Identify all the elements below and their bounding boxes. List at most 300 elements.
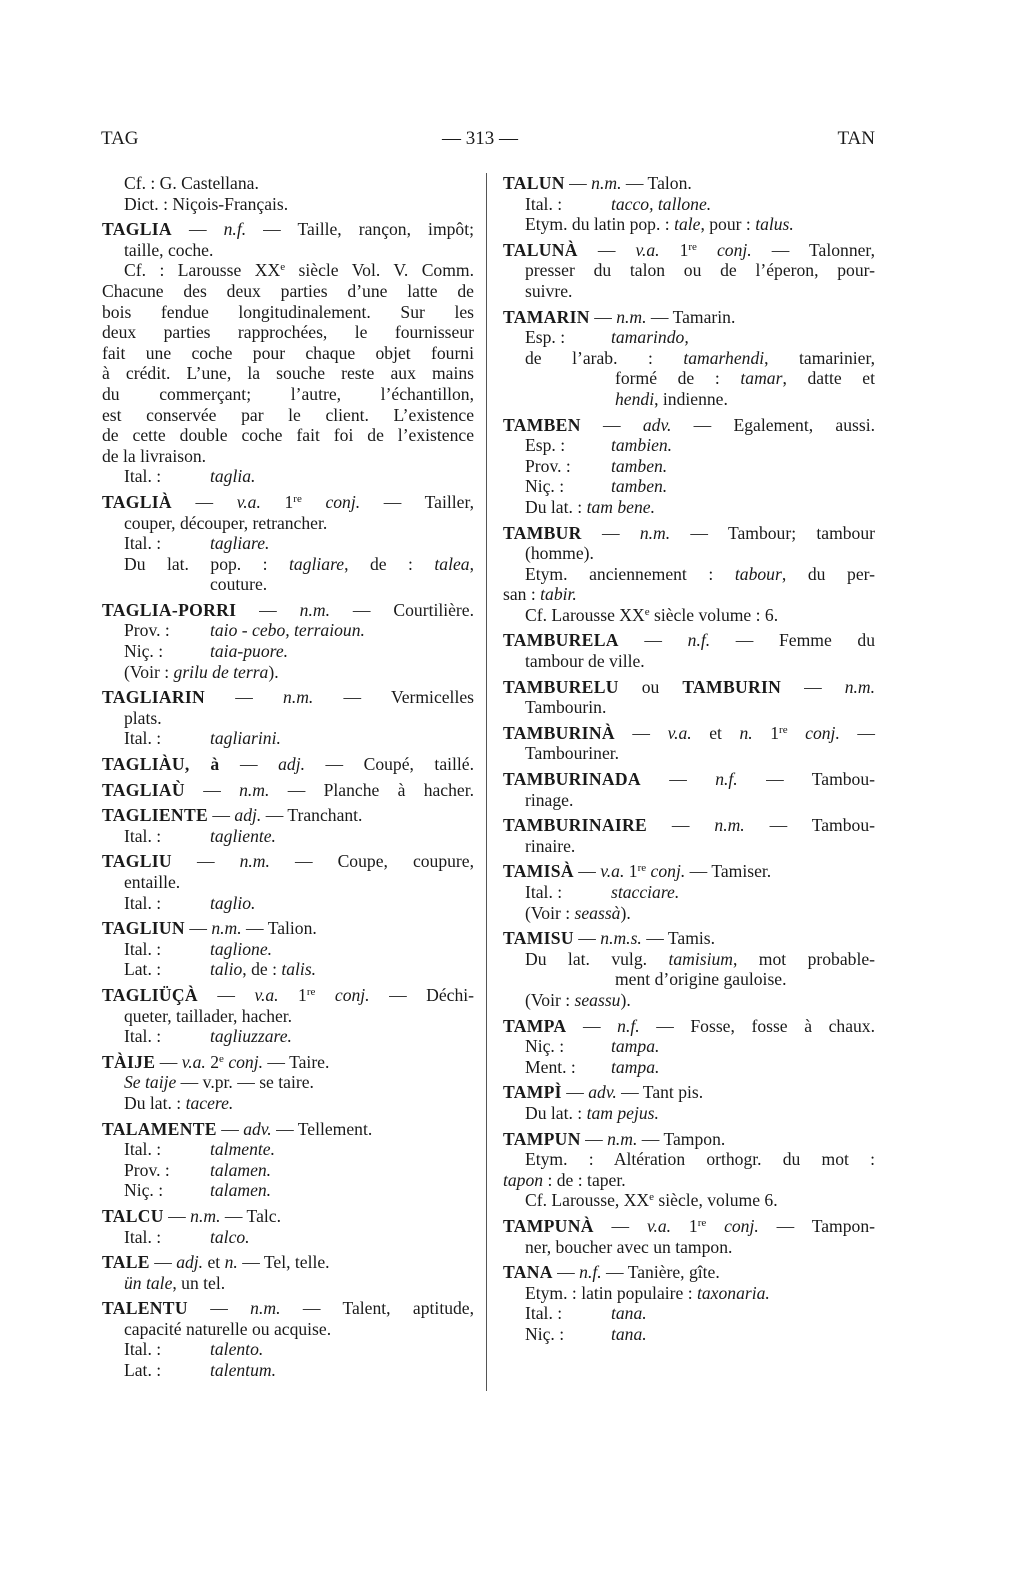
text: — xyxy=(647,815,715,836)
italic-text: taglione. xyxy=(210,938,273,959)
italic-text: n.m. xyxy=(639,522,671,543)
text: — Talon. xyxy=(621,173,692,193)
italic-text: Se taije xyxy=(124,1072,177,1093)
superscript: re xyxy=(688,240,697,253)
italic-text: v.a. xyxy=(635,239,660,260)
text: — Tamiser. xyxy=(685,861,772,882)
language-label: Ital. : xyxy=(525,193,563,214)
text: entaille. xyxy=(124,872,181,892)
text: — xyxy=(171,851,240,872)
italic-text: tabour xyxy=(734,563,782,584)
italic-text: tamarindo, xyxy=(611,327,689,348)
text: Du lat. : xyxy=(525,496,587,517)
text: Etym. du latin pop. : xyxy=(525,214,675,235)
entry-line xyxy=(503,1283,875,1304)
text: 1 xyxy=(752,722,780,743)
entry-line xyxy=(102,1319,474,1340)
entry-line xyxy=(503,836,875,857)
text: 1 xyxy=(671,1215,698,1236)
text: — Taire. xyxy=(263,1051,330,1072)
entry-headline xyxy=(503,723,875,744)
text: à crédit. L’une, la souche reste aux mains xyxy=(102,363,474,384)
italic-text: n.f. xyxy=(715,769,738,790)
headword: TAMISÀ xyxy=(503,861,574,882)
entry-line xyxy=(102,1227,474,1248)
text: — Tanière, gîte. xyxy=(601,1262,720,1283)
text xyxy=(788,723,806,743)
language-label: Ital. : xyxy=(124,938,162,959)
entry-headline xyxy=(503,523,875,544)
text: — Talent, aptitude, xyxy=(280,1298,475,1319)
text: (Voir : xyxy=(525,902,575,923)
text: Tambourin. xyxy=(525,697,607,718)
headword: TALUNÀ xyxy=(503,239,578,260)
text: Cf. Larousse, XX xyxy=(525,1190,650,1211)
entry-headline xyxy=(503,1082,875,1103)
italic-text: n.m. xyxy=(299,599,330,620)
text: — Talion. xyxy=(241,918,317,939)
text: bois fendue longitudinalement. Sur les xyxy=(102,301,474,322)
superscript: re xyxy=(306,985,316,998)
text: — Coupe, coupure, xyxy=(269,851,475,872)
language-label: Esp. : xyxy=(525,435,566,456)
headword: TAGLIA xyxy=(102,219,172,240)
headword: TALENTU xyxy=(102,1298,188,1319)
dictionary-entry xyxy=(102,1206,474,1247)
language-label: Ital. : xyxy=(124,1139,162,1160)
text xyxy=(697,240,717,260)
text: taille, coche. xyxy=(124,239,214,260)
italic-text: n.m. xyxy=(283,687,314,708)
italic-text: adj. xyxy=(278,754,305,775)
text: , datte et xyxy=(782,368,875,389)
headword: TAGLIÀU, à xyxy=(102,754,220,775)
dictionary-entry xyxy=(503,815,875,856)
text: — xyxy=(187,1298,251,1319)
text: — Courtilière. xyxy=(329,599,474,620)
text: — xyxy=(589,306,617,327)
italic-text: n.m. xyxy=(591,173,622,193)
italic-text: n.m. xyxy=(607,1128,638,1149)
italic-text: talentum. xyxy=(210,1360,276,1381)
text: — xyxy=(197,984,255,1005)
entry-line xyxy=(503,348,875,369)
italic-text: conj. xyxy=(334,984,370,1005)
italic-text: tagliare xyxy=(289,553,345,574)
entry-line xyxy=(102,513,474,534)
text: — Tampon. xyxy=(637,1128,726,1149)
italic-text: conj. xyxy=(724,1215,759,1236)
italic-text: adj. xyxy=(234,805,262,826)
superscript: re xyxy=(779,723,788,736)
entry-line xyxy=(503,1103,875,1124)
dictionary-entry xyxy=(503,769,875,810)
entry-line xyxy=(102,240,474,261)
text: , xyxy=(469,553,474,574)
italic-text: n.m. xyxy=(250,1298,281,1319)
italic-text: taglia. xyxy=(210,466,256,487)
entry-line xyxy=(503,260,875,281)
italic-text: tapon xyxy=(503,1169,544,1190)
entry-line xyxy=(503,194,875,215)
superscript: re xyxy=(637,862,647,875)
language-label: Ment. : xyxy=(525,1056,576,1077)
left-column xyxy=(102,173,474,1386)
text: : de : taper. xyxy=(543,1169,626,1190)
italic-text: conj. xyxy=(805,722,840,743)
text: — v.pr. — se taire. xyxy=(176,1072,314,1093)
headword: TAGLIARIN xyxy=(102,687,206,708)
superscript: re xyxy=(293,492,302,505)
text: — xyxy=(184,918,212,939)
language-label: Ital. : xyxy=(525,882,563,902)
text: queter, taillader, hacher. xyxy=(124,1005,293,1026)
dictionary-entry xyxy=(102,1119,474,1201)
entry-headline xyxy=(102,219,474,240)
text: — Tambou- xyxy=(737,769,875,790)
italic-text: tampa. xyxy=(611,1056,660,1077)
italic-text: conj. xyxy=(228,1051,264,1072)
headword: TAGLIAÙ xyxy=(102,779,185,800)
headword: TAGLIÀ xyxy=(102,491,172,512)
entry-headline xyxy=(503,1016,875,1037)
text: — xyxy=(564,173,592,193)
headword: TAMPUN xyxy=(503,1128,581,1149)
entry-line xyxy=(102,893,474,914)
text: ). xyxy=(268,661,279,682)
entry-line xyxy=(102,363,474,384)
entry-line xyxy=(102,872,474,893)
headword: TAGLIÜÇÀ xyxy=(102,984,198,1005)
text: 1 xyxy=(260,491,294,512)
language-label: Ital. : xyxy=(124,728,162,749)
italic-text: tagliare. xyxy=(210,533,270,554)
entry-line xyxy=(102,281,474,302)
text: fait une coche pour chaque objet fourni xyxy=(102,342,474,363)
entry-line xyxy=(503,368,875,389)
text: — Coupé, taillé. xyxy=(305,754,474,775)
entry-line xyxy=(503,564,875,585)
italic-text: conj. xyxy=(325,491,361,512)
superscript: e xyxy=(644,605,650,618)
entry-headline xyxy=(503,173,875,194)
text: — xyxy=(205,687,284,708)
entry-line xyxy=(102,662,474,683)
entry-line xyxy=(503,605,875,626)
text: — Tampon- xyxy=(758,1215,875,1236)
entry-headline xyxy=(102,492,474,513)
text: — Tellement. xyxy=(271,1118,373,1139)
text: rinaire. xyxy=(525,835,576,856)
language-label: Lat. : xyxy=(124,1360,162,1381)
language-label: Ital. : xyxy=(124,1026,162,1047)
dictionary-entry xyxy=(102,918,474,980)
entry-line xyxy=(503,903,875,924)
dictionary-entry xyxy=(503,1129,875,1211)
italic-text: n.m. xyxy=(616,306,647,327)
entry-headline xyxy=(102,1206,474,1227)
text: san : xyxy=(503,584,541,605)
language-label: Niç. : xyxy=(525,1036,565,1057)
entry-line xyxy=(503,949,875,970)
text: , tamarinier, xyxy=(764,347,875,368)
entry-line xyxy=(503,1036,875,1057)
headword: TAMBURELA xyxy=(503,630,619,651)
italic-text: talio xyxy=(210,959,243,980)
text: — xyxy=(566,1015,618,1036)
text: (Voir : xyxy=(124,661,174,682)
italic-text: tagliente. xyxy=(210,825,276,846)
text: et xyxy=(203,1252,225,1273)
text: — Taille, rançon, impôt; xyxy=(246,219,475,240)
italic-text: taia-puore. xyxy=(210,641,289,662)
text: — Tranchant. xyxy=(261,805,363,826)
entry-line xyxy=(102,574,474,595)
headword: TALE xyxy=(102,1252,150,1273)
text: — xyxy=(640,769,716,790)
dictionary-entry xyxy=(102,1052,474,1114)
dictionary-entry xyxy=(102,1298,474,1380)
text: — xyxy=(171,491,237,512)
language-label: Prov. : xyxy=(525,455,571,476)
headword: TAMARIN xyxy=(503,306,590,327)
text: Cf. Larousse XX xyxy=(525,604,645,625)
entry-line xyxy=(503,1149,875,1170)
entry-headline xyxy=(503,1129,875,1150)
text: — xyxy=(618,630,688,651)
entry-line xyxy=(102,466,474,487)
entry-line xyxy=(503,327,875,348)
text: — xyxy=(163,1205,191,1226)
text xyxy=(706,1216,724,1236)
entry-headline xyxy=(102,985,474,1006)
italic-text: talco. xyxy=(210,1226,250,1247)
text: — xyxy=(216,1118,244,1139)
dictionary-entry xyxy=(503,523,875,626)
page-number: — 313 — xyxy=(442,128,518,149)
text: — Tel, telle. xyxy=(237,1252,330,1273)
text: — xyxy=(561,1082,589,1103)
entry-line xyxy=(503,476,875,497)
superscript: e xyxy=(649,1191,655,1204)
entry-line xyxy=(102,1273,474,1294)
italic-text: talmente. xyxy=(210,1139,275,1160)
italic-text: tamar xyxy=(740,368,783,389)
language-label: Niç. : xyxy=(525,476,565,497)
text: — xyxy=(236,599,300,620)
entry-line xyxy=(503,743,875,764)
entry-line xyxy=(102,384,474,405)
text: — xyxy=(781,676,845,697)
headword: TALCU xyxy=(102,1205,164,1226)
headword: TAGLIENTE xyxy=(102,805,209,826)
text: — Planche à hacher. xyxy=(269,779,475,800)
entry-headline xyxy=(102,805,474,826)
text: , du per- xyxy=(781,563,876,584)
dictionary-entry xyxy=(503,677,875,718)
text: siècle, volume 6. xyxy=(654,1190,778,1211)
entry-line xyxy=(102,708,474,729)
text: Dict. : Niçois-Français. xyxy=(124,193,289,214)
text: — xyxy=(149,1252,177,1273)
header-last-word: TAN xyxy=(837,128,875,149)
superscript: e xyxy=(280,261,286,274)
italic-text: taglio. xyxy=(210,892,256,913)
entry-line xyxy=(102,194,474,215)
language-label: Niç. : xyxy=(124,641,164,662)
text: couper, découper, retrancher. xyxy=(124,512,328,533)
text: tambour de ville. xyxy=(525,651,645,672)
entry-line xyxy=(102,959,474,980)
text: suivre. xyxy=(525,280,573,301)
language-label: Niç. : xyxy=(525,1323,565,1344)
dictionary-entry xyxy=(503,1216,875,1257)
italic-text: talamen. xyxy=(210,1159,272,1180)
entry-line xyxy=(503,790,875,811)
entry-line xyxy=(503,1170,875,1191)
italic-text: tana. xyxy=(611,1303,647,1324)
italic-text: grilu de terra xyxy=(173,661,269,682)
dictionary-entry xyxy=(102,780,474,801)
entry-line xyxy=(503,389,875,410)
italic-text: tamisium xyxy=(668,948,733,969)
dictionary-entry xyxy=(503,928,875,1010)
text: — Tant pis. xyxy=(616,1082,704,1103)
entry-line xyxy=(503,969,875,990)
italic-text: n. xyxy=(224,1252,238,1273)
entry-line xyxy=(102,728,474,749)
headword: TANA xyxy=(503,1262,553,1283)
entry-headline xyxy=(102,1252,474,1273)
entry-headline xyxy=(503,1262,875,1283)
dictionary-entry xyxy=(503,307,875,410)
language-label: Ital. : xyxy=(124,1226,162,1247)
text: — xyxy=(552,1262,580,1283)
italic-text: seassà xyxy=(574,902,621,923)
language-label: Ital. : xyxy=(124,533,162,554)
entry-headline xyxy=(503,861,875,882)
italic-text: seassu xyxy=(574,989,621,1010)
italic-text: conj. xyxy=(716,239,752,260)
language-label: Niç. : xyxy=(124,1180,164,1201)
headword: TAMPUNÀ xyxy=(503,1215,594,1236)
text: 2 xyxy=(205,1051,220,1072)
text: siècle Vol. V. Comm. xyxy=(285,260,474,281)
headword: TAMBURINADA xyxy=(503,769,641,790)
text: — Tamarin. xyxy=(646,306,736,327)
language-label: Ital. : xyxy=(124,466,162,487)
text: de l’arab. : xyxy=(525,347,684,368)
entry-line xyxy=(102,343,474,364)
entry-headline xyxy=(102,173,474,194)
text: — xyxy=(593,1215,647,1236)
text: — Déchi- xyxy=(369,984,475,1005)
text: — Talc. xyxy=(220,1205,281,1226)
text: — Talonner, xyxy=(751,239,875,260)
superscript: e xyxy=(219,1052,224,1065)
text: — Fosse, fosse à chaux. xyxy=(639,1015,875,1036)
entry-line xyxy=(503,1303,875,1324)
italic-text: hendi xyxy=(615,388,655,409)
entry-headline xyxy=(503,630,875,651)
entry-line xyxy=(503,697,875,718)
text: 1 xyxy=(624,861,638,882)
italic-text: adv. xyxy=(642,414,672,435)
dictionary-entry xyxy=(102,600,474,682)
entry-line xyxy=(102,620,474,641)
column-divider xyxy=(486,173,487,1391)
language-label: Prov. : xyxy=(124,1159,170,1180)
italic-text: n.m. xyxy=(239,779,270,800)
headword: TAMBUR xyxy=(503,522,582,543)
text: , mot probable- xyxy=(732,948,875,969)
text: ment d’origine gauloise. xyxy=(615,969,787,990)
language-label: Ital. : xyxy=(525,1303,563,1324)
headword: TAMBURINAIRE xyxy=(503,815,648,836)
dictionary-entry xyxy=(102,173,474,214)
headword: TAMBURINÀ xyxy=(503,722,615,743)
text: — xyxy=(580,414,643,435)
entry-line xyxy=(102,1339,474,1360)
dictionary-entry xyxy=(102,687,474,749)
italic-text: tam bene. xyxy=(586,496,655,517)
italic-text: n.m. xyxy=(211,918,242,939)
italic-text: tale xyxy=(674,214,701,235)
right-column xyxy=(503,173,875,1349)
italic-text: adj. xyxy=(176,1252,204,1273)
entry-line xyxy=(503,281,875,302)
text: Cf. : Larousse XX xyxy=(124,260,281,281)
text: — xyxy=(155,1051,182,1072)
entry-headline xyxy=(102,1052,474,1073)
text: , de : xyxy=(344,553,435,574)
dictionary-entry xyxy=(102,754,474,775)
text: — xyxy=(614,722,668,743)
dictionary-entry xyxy=(102,805,474,846)
entry-line xyxy=(102,405,474,426)
entry-line xyxy=(503,456,875,477)
entry-headline xyxy=(503,307,875,328)
text: Tambouriner. xyxy=(525,743,620,764)
superscript: re xyxy=(697,1216,707,1229)
headword: TAGLIA-PORRI xyxy=(102,599,237,620)
italic-text: tana. xyxy=(611,1323,647,1344)
italic-text: talamen. xyxy=(210,1180,272,1201)
text: — Egalement, aussi. xyxy=(671,414,875,435)
dictionary-entry xyxy=(102,985,474,1047)
language-label: Lat. : xyxy=(124,959,162,980)
italic-text: adv. xyxy=(243,1118,272,1139)
headword: TAMBURIN xyxy=(682,676,782,697)
text: Du lat. vulg. xyxy=(525,948,669,969)
entry-line xyxy=(102,1072,474,1093)
italic-text: tamben. xyxy=(611,455,668,476)
italic-text: n.f. xyxy=(579,1262,602,1283)
text: — xyxy=(573,861,601,882)
entry-line xyxy=(102,1160,474,1181)
text: rinage. xyxy=(525,789,574,810)
text: de cette double coche fait foi de l’existence xyxy=(102,425,474,446)
entry-line xyxy=(102,826,474,847)
entry-line xyxy=(102,1026,474,1047)
dictionary-entry xyxy=(102,492,474,595)
text: — Tailler, xyxy=(360,491,475,512)
entry-line xyxy=(503,990,875,1011)
headword: TAGLIU xyxy=(102,851,172,872)
entry-line xyxy=(503,1190,875,1211)
text: , un tel. xyxy=(172,1272,226,1293)
entry-headline xyxy=(102,851,474,872)
